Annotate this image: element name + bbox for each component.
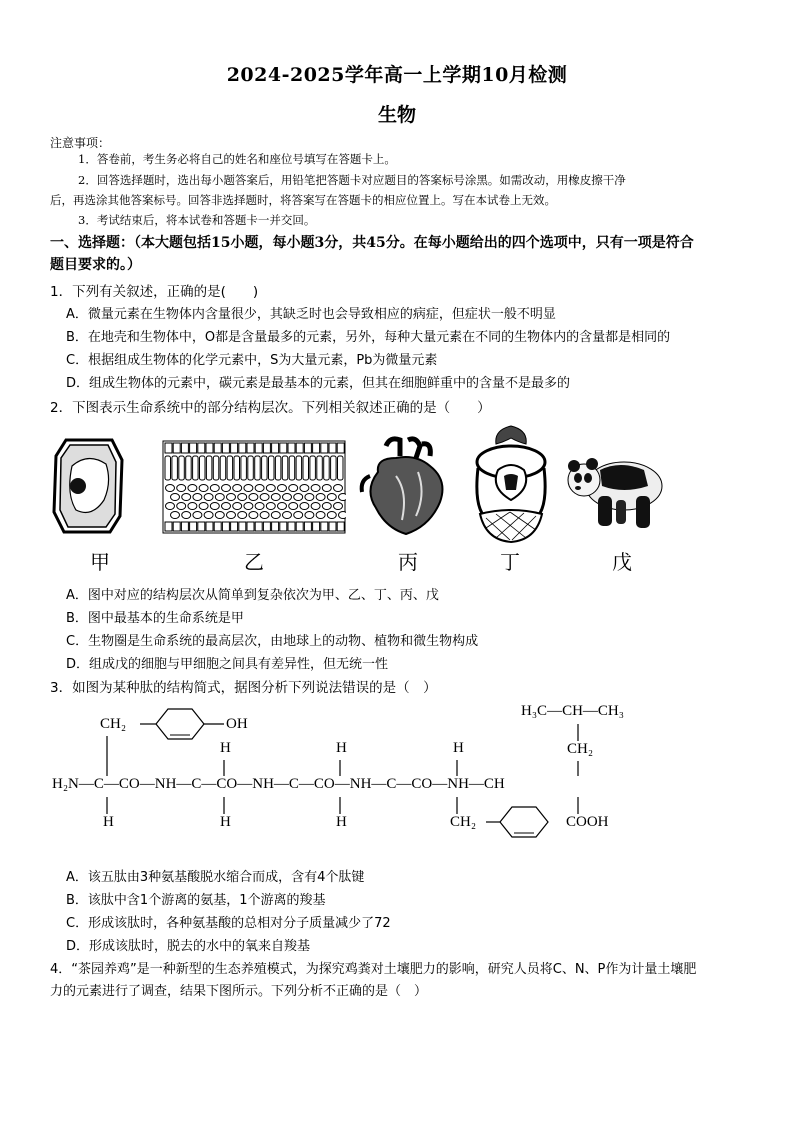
- figure-label-yi: 乙: [244, 550, 264, 574]
- question-1-option-c: C．根据组成生物体的化学元素中，S为大量元素，Pb为微量元素: [66, 353, 438, 368]
- question-2-stem: 2．下图表示生命系统中的部分结构层次。下列相关叙述正确的是（ ）: [50, 400, 491, 416]
- question-1-stem: 1．下列有关叙述，正确的是( ): [50, 284, 259, 300]
- figure-label-wu: 戊: [612, 550, 632, 574]
- formula-main-chain: H₂N—C—CO—NH—C—CO—NH—C—CO—NH—C—CO—NH—CH: [52, 776, 505, 792]
- question-1-option-a: A．微量元素在生物体内含量很少，其缺乏时也会导致相应的病症，但症状一般不明显: [66, 307, 556, 322]
- question-3-stem: 3．如图为某种肽的结构简式，据图分析下列说法错误的是（ ）: [50, 680, 437, 696]
- note-item: 后，再选涂其他答案标号。回答非选择题时，将答案写在答题卡的相应位置上。写在本试卷上无效。: [50, 193, 556, 207]
- figure-label-ding: 丁: [500, 550, 520, 574]
- formula-isobutyl-top: H₃C—CH—CH₃: [521, 703, 624, 719]
- question-2-option-d: D．组成戊的细胞与甲细胞之间具有差异性，但无统一性: [66, 657, 389, 672]
- question-3-option-d: D．形成该肽时，脱去的水中的氧来自羧基: [66, 939, 311, 954]
- notes-heading: 注意事项：: [50, 136, 111, 150]
- formula-cooh: COOH: [566, 814, 609, 830]
- figure-label-bing: 丙: [398, 550, 418, 574]
- note-item: 2．回答选择题时，选出每小题答案后，用铅笔把答题卡对应题目的答案标号涂黑。如需改动，用橡皮擦干净: [78, 173, 626, 187]
- question-3-option-a: A．该五肽由3种氨基酸脱水缩合而成，含有4个肽键: [66, 870, 365, 885]
- section-line: 一、选择题：（本大题包括15小题，每小题3分，共45分。在每小题给出的四个选项中，只有一项是符合: [50, 235, 694, 251]
- question-1-option-d: D．组成生物体的元素中，碳元素是最基本的元素，但其在细胞鲜重中的含量不是最多的: [66, 376, 571, 391]
- question-3-option-c: C．形成该肽时，各种氨基酸的总相对分子质量减少了72: [66, 916, 391, 931]
- question-4-stem-line1: 4．“茶园养鸡”是一种新型的生态养殖模式，为探究鸡粪对土壤肥力的影响，研究人员将C、N、P作为计量土壤肥: [50, 962, 697, 977]
- section-line: 题目要求的。）: [50, 257, 141, 273]
- figure-label-jia: 甲: [90, 550, 110, 574]
- formula-ch2-left: CH₂: [100, 716, 127, 732]
- note-item: 3．考试结束后，将本试卷和答题卡一并交回。: [78, 213, 316, 227]
- formula-h-bottom-2: H: [220, 814, 231, 830]
- formula-h-top-2: H: [220, 740, 231, 756]
- formula-ch2-right: CH₂: [567, 741, 594, 757]
- page-title: 2024-2025学年高一上学期10月检测: [226, 64, 568, 86]
- question-2-option-c: C．生物圈是生命系统的最高层次，由地球上的动物、植物和微生物构成: [66, 634, 479, 649]
- formula-oh: OH: [226, 716, 248, 732]
- question-3-option-b: B．该肽中含1个游离的氨基，1个游离的羧基: [66, 893, 326, 908]
- subject-title: 生物: [377, 104, 416, 126]
- question-4-stem-line2: 力的元素进行了调查，结果下图所示。下列分析不正确的是（ ）: [50, 984, 428, 999]
- formula-h-bottom-3: H: [336, 814, 347, 830]
- formula-h-top-3: H: [336, 740, 347, 756]
- note-item: 1．答卷前，考生务必将自己的姓名和座位号填写在答题卡上。: [78, 152, 396, 166]
- question-2-option-a: A．图中对应的结构层次从简单到复杂依次为甲、乙、丁、丙、戊: [66, 588, 439, 603]
- question-1-option-b: B．在地壳和生物体中，O都是含量最多的元素，另外，每种大量元素在不同的生物体内的含量都是相同的: [66, 330, 671, 345]
- formula-h-bottom-1: H: [103, 814, 114, 830]
- question-2-option-b: B．图中最基本的生命系统是甲: [66, 611, 244, 626]
- formula-h-top-4: H: [453, 740, 464, 756]
- formula-ch2-bottom: CH₂: [450, 814, 477, 830]
